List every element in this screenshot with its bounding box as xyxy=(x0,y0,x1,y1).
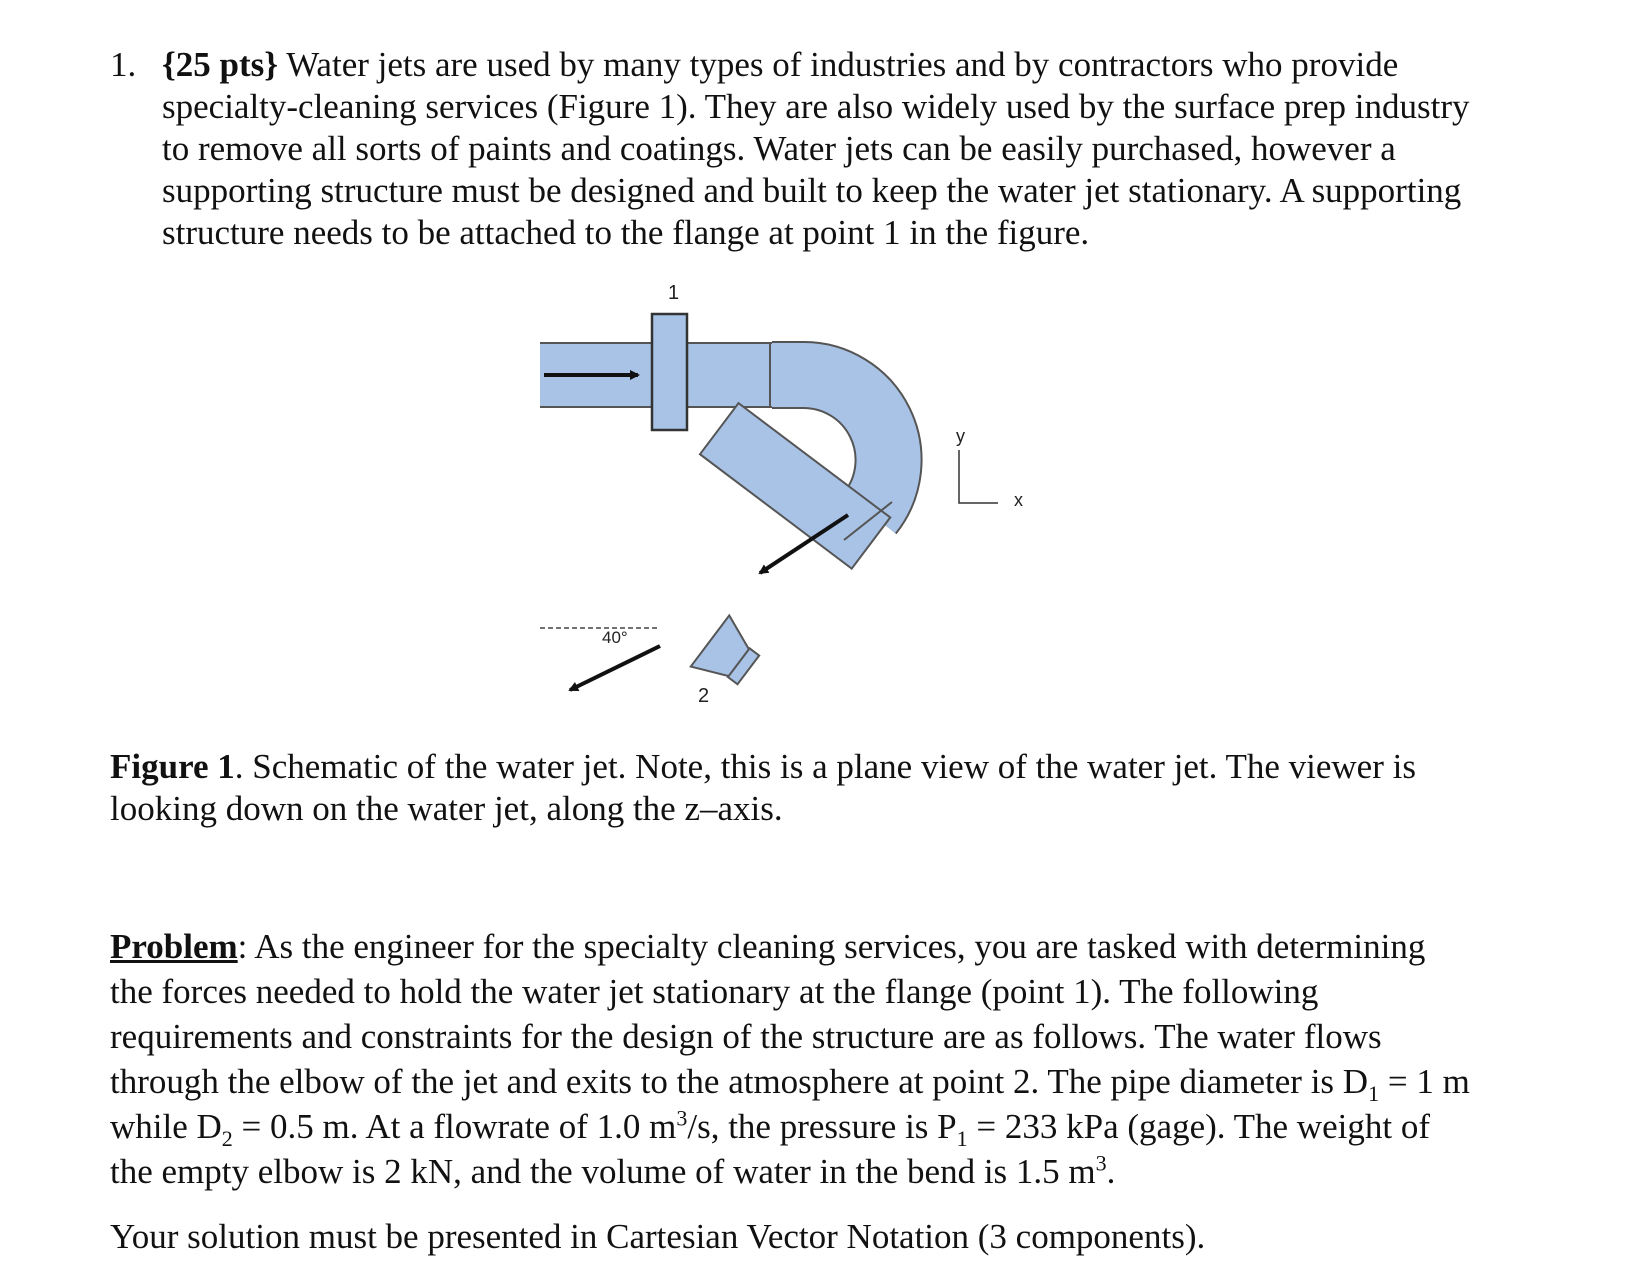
nozzle xyxy=(691,615,768,695)
question-line: {25 pts} Water jets are used by many types of industries and by contractors who provide xyxy=(162,45,1399,84)
problem-line: the forces needed to hold the water jet stationary at the flange (point 1). The following xyxy=(110,972,1319,1011)
question-line: supporting structure must be designed and built to keep the water jet stationary. A supporting xyxy=(162,171,1462,210)
problem-line: through the elbow of the jet and exits to the atmosphere at point 2. The pipe diameter is $D_1 = 1$ m xyxy=(110,1062,1470,1106)
question-line: specialty-cleaning services (Figure 1). They are also widely used by the surface prep industry xyxy=(162,87,1470,126)
label-axis-y: y xyxy=(956,426,965,446)
problem-label: Problem xyxy=(110,927,238,966)
problem-line: requirements and constraints for the design of the structure are as follows. The water flows xyxy=(110,1017,1382,1056)
caption-line: looking down on the water jet, along the z–axis. xyxy=(110,789,783,828)
question-text xyxy=(162,44,1532,254)
solution-instruction: Your solution must be presented in Cartesian Vector Notation (3 components). xyxy=(110,1217,1206,1256)
problem-line: the empty elbow is 2 kN, and the volume of water in the bend is 1.5 $m^3$. xyxy=(110,1150,1116,1191)
flow-arrow-exit xyxy=(570,646,660,690)
label-axis-x: x xyxy=(1014,490,1023,510)
axis-indicator xyxy=(959,450,998,503)
label-point-1: 1 xyxy=(668,282,680,304)
question-line: to remove all sorts of paints and coatings. Water jets can be easily purchased, however a xyxy=(162,129,1396,168)
question-points: {25 pts} xyxy=(162,45,279,84)
problem-line: Problem: As the engineer for the specialty cleaning services, you are tasked with determining xyxy=(110,927,1426,966)
question-number: 1. xyxy=(110,45,137,84)
caption-line: Figure 1. Schematic of the water jet. Note, this is a plane view of the water jet. The viewer is xyxy=(110,747,1416,786)
label-angle: 40° xyxy=(602,628,628,647)
caption-label: Figure 1 xyxy=(110,747,235,786)
water-jet-figure xyxy=(540,282,1140,720)
problem-block xyxy=(110,924,1550,1194)
figure-caption xyxy=(110,746,1540,830)
water-jet-schematic xyxy=(540,290,1140,720)
problem-line: while $D_2 = 0.5$ m. At a flowrate of 1.0 $m^3/s$, the pressure is $P_1 = 233$ kPa (gage). The weight of xyxy=(110,1105,1430,1151)
flange xyxy=(652,314,687,430)
label-point-2: 2 xyxy=(698,685,710,707)
question-line: structure needs to be attached to the flange at point 1 in the figure. xyxy=(162,213,1090,252)
